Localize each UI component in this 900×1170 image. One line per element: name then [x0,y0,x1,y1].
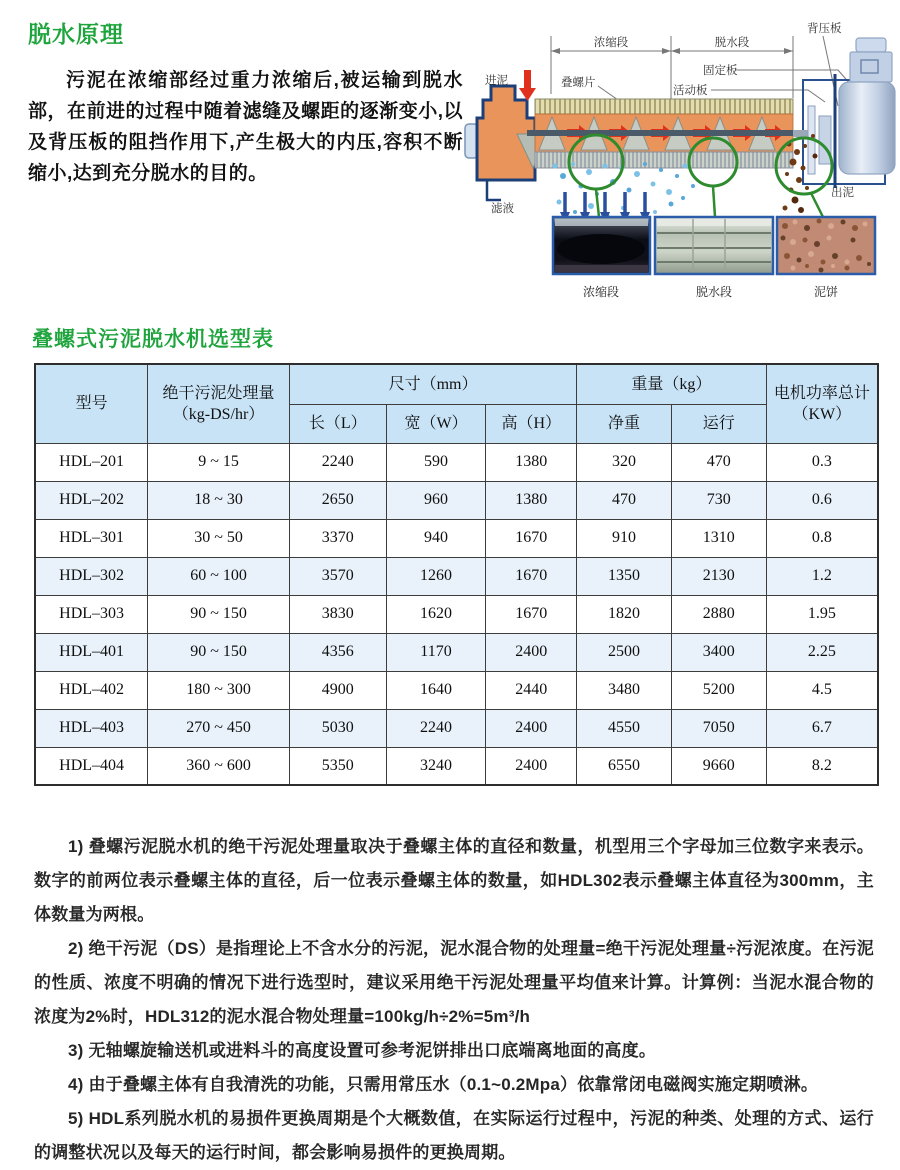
label-outlet: 出泥 [831,187,854,199]
cell-capacity: 9 ~ 15 [148,443,290,481]
cell-model: HDL–301 [35,519,148,557]
cell-width: 940 [386,519,486,557]
label-filtrate: 滤液 [491,203,514,215]
cell-height: 2400 [486,709,577,747]
cell-net: 4550 [577,709,672,747]
cell-power: 1.95 [766,595,878,633]
cell-length: 5030 [289,709,386,747]
cell-model: HDL–401 [35,633,148,671]
label-screw-plate: 叠螺片 [561,77,596,89]
label-dewatering-zone: 脱水段 [714,37,750,49]
cell-width: 2240 [386,709,486,747]
hopper-drain [487,180,501,200]
cell-model: HDL–303 [35,595,148,633]
cell-net: 1350 [577,557,672,595]
cell-width: 1260 [386,557,486,595]
cell-model: HDL–302 [35,557,148,595]
cell-model: HDL–201 [35,443,148,481]
cell-height: 1670 [486,519,577,557]
cell-height: 1380 [486,443,577,481]
cell-net: 3480 [577,671,672,709]
cell-net: 320 [577,443,672,481]
table-row [35,519,878,557]
cell-power: 8.2 [766,747,878,785]
cell-run: 730 [671,481,766,519]
cell-run: 9660 [671,747,766,785]
cell-power: 0.3 [766,443,878,481]
cell-net: 6550 [577,747,672,785]
table-row [35,671,878,709]
cell-run: 2880 [671,595,766,633]
photo-sludge-cake [777,217,875,274]
photo-caption-dewatering: 脱水段 [695,285,733,299]
cell-width: 3240 [386,747,486,785]
col-header-model: 型号 [35,364,148,443]
cell-width: 1640 [386,671,486,709]
cell-power: 6.7 [766,709,878,747]
col-header-width: 宽（W） [386,404,486,443]
cell-power: 4.5 [766,671,878,709]
cell-capacity: 60 ~ 100 [148,557,290,595]
cell-height: 1380 [486,481,577,519]
cell-height: 2440 [486,671,577,709]
table-row [35,443,878,481]
label-thickening-zone: 浓缩段 [593,37,629,49]
selection-table-title: 叠螺式污泥脱水机选型表 [32,328,274,351]
filtrate-arrows [565,192,645,214]
cell-capacity: 270 ~ 450 [148,709,290,747]
cell-capacity: 90 ~ 150 [148,595,290,633]
cell-run: 3400 [671,633,766,671]
cell-net: 1820 [577,595,672,633]
cell-capacity: 180 ~ 300 [148,671,290,709]
cell-capacity: 30 ~ 50 [148,519,290,557]
cell-length: 2650 [289,481,386,519]
label-fixed-plate: 固定板 [703,65,738,77]
cell-height: 1670 [486,557,577,595]
screw-shaft [527,130,803,136]
table-row [35,633,878,671]
cell-net: 470 [577,481,672,519]
cell-width: 1170 [386,633,486,671]
spec-table-body [35,443,878,785]
col-group-dimensions: 尺寸（mm） [289,364,576,404]
photo-caption-cake: 泥饼 [813,285,839,299]
principle-paragraph: 污泥在浓缩部经过重力浓缩后,被运输到脱水部，在前进的过程中随着滤缝及螺距的逐渐变小,以及背压板的阻挡作用下,产生极大的内压,容积不断缩小,达到充分脱水的目的。 [28,70,463,184]
table-row [35,557,878,595]
machine-diagram [463,16,900,311]
cell-run: 5200 [671,671,766,709]
cell-power: 0.8 [766,519,878,557]
cell-width: 960 [386,481,486,519]
note-item-3: 3) 无轴螺旋输送机或进料斗的高度设置可参考泥饼排出口底端离地面的高度。 [68,1041,657,1060]
cell-model: HDL–404 [35,747,148,785]
cell-model: HDL–402 [35,671,148,709]
notes-section [34,830,874,1170]
principle-text-column [28,16,463,189]
cell-length: 5350 [289,747,386,785]
cell-height: 2400 [486,747,577,785]
cell-length: 3570 [289,557,386,595]
principle-section [28,16,882,311]
cell-capacity: 360 ~ 600 [148,747,290,785]
note-item-5: 5) HDL系列脱水机的易损件更换周期是个大概数值，在实际运行过程中，污泥的种类、处理的方式、运行的调整状况以及每天的运行时间，都会影响易损件的更换周期。 [34,1109,874,1162]
table-row [35,595,878,633]
cell-model: HDL–202 [35,481,148,519]
label-moving-plate: 活动板 [673,85,708,97]
cell-power: 1.2 [766,557,878,595]
cell-run: 470 [671,443,766,481]
cell-net: 2500 [577,633,672,671]
cell-run: 1310 [671,519,766,557]
cell-length: 3830 [289,595,386,633]
label-back-pressure-plate: 背压板 [807,23,842,35]
cell-width: 590 [386,443,486,481]
cell-net: 910 [577,519,672,557]
cell-power: 0.6 [766,481,878,519]
note-item-2: 2) 绝干污泥（DS）是指理论上不含水分的污泥，泥水混合物的处理量=绝干污泥处理量÷污泥浓度。在污泥的性质、浓度不明确的情况下进行选型时，建议采用绝干污泥处理量平均值来计算。计算例：当泥水混合物的浓度为2%时，HDL312的泥水混合物处理量=100kg/h÷2%=5m³/h [34,939,874,1026]
cell-length: 2240 [289,443,386,481]
cell-length: 4900 [289,671,386,709]
label-inlet: 进泥 [485,75,508,87]
selection-table-section [28,323,882,786]
principle-title: 脱水原理 [28,21,124,47]
note-item-1: 1) 叠螺污泥脱水机的绝干污泥处理量取决于叠螺主体的直径和数量，机型用三个字母加三位数字来表示。数字的前两位表示叠螺主体的直径，后一位表示叠螺主体的数量，如HDL302表示叠螺主体直径为300mm，主体数量为两根。 [34,837,874,924]
photo-thickening-zone [553,217,650,274]
dewatering-diagram-illustration [463,16,900,306]
cell-capacity: 18 ~ 30 [148,481,290,519]
cell-length: 4356 [289,633,386,671]
table-row [35,747,878,785]
inlet-hopper [477,86,535,180]
table-row [35,709,878,747]
cell-height: 1670 [486,595,577,633]
col-header-length: 长（L） [289,404,386,443]
cell-run: 7050 [671,709,766,747]
col-header-capacity: 绝干污泥处理量 （kg-DS/hr） [148,364,290,443]
photo-caption-thickening: 浓缩段 [582,285,620,299]
cell-power: 2.25 [766,633,878,671]
cell-height: 2400 [486,633,577,671]
dimension-lines [551,36,793,108]
inlet-arrow [519,70,536,101]
note-item-4: 4) 由于叠螺主体有自我清洗的功能，只需用常压水（0.1~0.2Mpa）依靠常闭电磁阀实施定期喷淋。 [68,1075,819,1094]
cell-model: HDL–403 [35,709,148,747]
cell-run: 2130 [671,557,766,595]
col-header-operating: 运行 [671,404,766,443]
spec-table [34,363,879,786]
cell-capacity: 90 ~ 150 [148,633,290,671]
cell-width: 1620 [386,595,486,633]
cell-length: 3370 [289,519,386,557]
photo-dewatering-zone [655,217,773,274]
table-row [35,481,878,519]
spec-table-header [35,364,878,443]
col-header-height: 高（H） [486,404,577,443]
drive-motor [839,38,895,174]
col-group-weight: 重量（kg） [577,364,766,404]
col-header-net-weight: 净重 [577,404,672,443]
col-header-power: 电机功率总计 （KW） [766,364,878,443]
